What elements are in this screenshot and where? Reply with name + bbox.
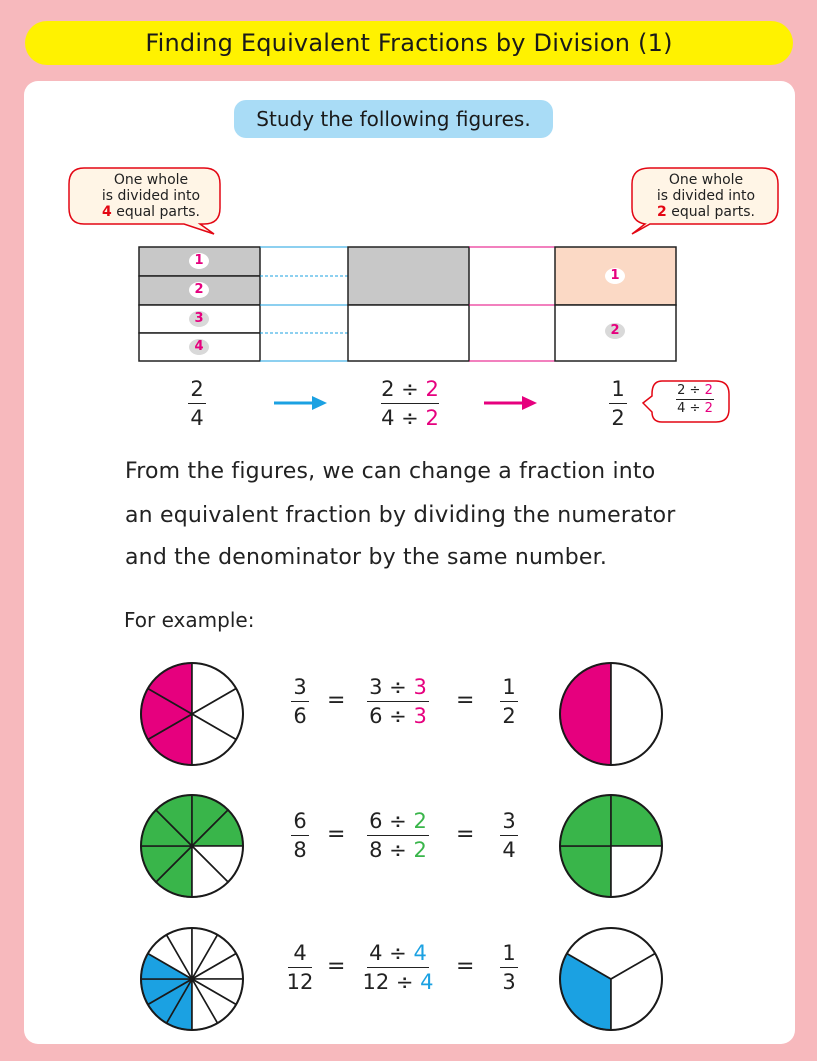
denominator-divisor: 2 xyxy=(425,406,439,430)
numerator: 3 xyxy=(293,675,307,699)
numerator xyxy=(375,376,445,402)
right-callout-number: 2 xyxy=(657,204,667,220)
left-callout-line3 xyxy=(86,204,216,220)
denominator: 2 xyxy=(502,704,516,728)
denominator-base: 12 ÷ xyxy=(362,970,414,994)
denominator: 8 xyxy=(293,838,307,862)
right-callout-line3 xyxy=(640,204,772,220)
fig-label-half-2: 2 xyxy=(610,323,620,338)
left-callout-line1: One whole xyxy=(113,172,189,188)
right-callout-line2: is divided into xyxy=(656,188,756,204)
fraction-division-middle xyxy=(375,376,445,431)
figure-grouped xyxy=(348,247,469,361)
denominator xyxy=(375,405,445,431)
figures-diagram xyxy=(0,0,817,440)
numerator-divisor: 2 xyxy=(425,377,439,401)
note-num-base: 2 ÷ xyxy=(677,383,701,398)
right-callout-line1: One whole xyxy=(668,172,744,188)
denominator: 12 xyxy=(286,970,314,994)
right-callout-text xyxy=(640,172,772,220)
example-1-pie-result-sector-2 xyxy=(611,663,662,765)
numerator: 3 xyxy=(502,809,516,833)
denominator-base: 8 ÷ xyxy=(369,838,407,862)
instruction-pill: Study the following figures. xyxy=(234,100,553,138)
example-1-division-fraction xyxy=(362,674,434,729)
paragraph-line-2c: the numerator xyxy=(513,503,676,528)
denominator-divisor: 3 xyxy=(413,704,427,728)
denominator-base: 4 ÷ xyxy=(381,406,419,430)
paragraph-line-2 xyxy=(125,502,676,528)
figure-halves xyxy=(555,247,676,361)
left-callout-number: 4 xyxy=(102,204,112,220)
example-1-result-fraction xyxy=(494,674,524,729)
example-3-equals-1: = xyxy=(327,954,346,979)
numerator xyxy=(362,674,434,700)
note-den-divisor: 2 xyxy=(704,401,713,416)
fraction-two-fourths xyxy=(182,376,212,431)
example-2-division-fraction xyxy=(362,808,434,863)
denominator xyxy=(362,703,434,729)
fig-label-3: 3 xyxy=(194,311,204,326)
arrow-pink-icon xyxy=(484,396,537,410)
numerator xyxy=(362,940,434,966)
numerator-base: 6 ÷ xyxy=(369,809,407,833)
paragraph-line-2a: an equivalent fraction by xyxy=(125,503,407,528)
example-3-division-fraction xyxy=(362,940,434,995)
numerator-divisor: 4 xyxy=(413,941,427,965)
example-1-equals-2: = xyxy=(456,688,475,713)
example-2-result-fraction xyxy=(494,808,524,863)
example-2-equals-2: = xyxy=(456,822,475,847)
numerator-base: 3 ÷ xyxy=(369,675,407,699)
example-1-equals-1: = xyxy=(327,688,346,713)
numerator: 1 xyxy=(502,941,516,965)
denominator xyxy=(362,837,434,863)
fraction-one-half xyxy=(603,376,633,431)
numerator-divisor: 2 xyxy=(413,809,427,833)
note-num-divisor: 2 xyxy=(704,383,713,398)
denominator xyxy=(668,401,722,416)
numerator-base: 4 ÷ xyxy=(369,941,407,965)
numerator-divisor: 3 xyxy=(413,675,427,699)
denominator-divisor: 2 xyxy=(413,838,427,862)
numerator xyxy=(668,383,722,398)
numerator: 1 xyxy=(502,675,516,699)
connector-lines-right xyxy=(469,247,555,361)
left-callout-line2: is divided into xyxy=(101,188,201,204)
paragraph-line-1: From the figures, we can change a fraction into xyxy=(125,459,656,484)
emphasis-dividing: dividing xyxy=(413,502,507,528)
page-title: Finding Equivalent Fractions by Division (1) xyxy=(145,29,673,57)
denominator: 4 xyxy=(190,406,204,430)
note-den-base: 4 ÷ xyxy=(677,401,701,416)
left-callout-rest: equal parts. xyxy=(116,204,200,220)
fig-label-half-1: 1 xyxy=(610,268,620,283)
example-1-pie-result-sector-1 xyxy=(560,663,611,765)
numerator xyxy=(362,808,434,834)
connector-lines-left xyxy=(260,247,348,361)
paragraph-line-3: and the denominator by the same number. xyxy=(125,545,608,570)
numerator: 6 xyxy=(293,809,307,833)
denominator-base: 6 ÷ xyxy=(369,704,407,728)
left-callout-text xyxy=(86,172,216,220)
note-fraction xyxy=(668,383,722,416)
numerator: 1 xyxy=(611,377,625,401)
right-callout-rest: equal parts. xyxy=(671,204,755,220)
numerator: 2 xyxy=(190,377,204,401)
example-3-equals-2: = xyxy=(456,954,475,979)
arrow-blue-icon xyxy=(274,396,327,410)
denominator: 3 xyxy=(502,970,516,994)
numerator: 4 xyxy=(293,941,307,965)
denominator-divisor: 4 xyxy=(420,970,434,994)
denominator xyxy=(362,969,434,995)
numerator-base: 2 ÷ xyxy=(381,377,419,401)
example-1-start-fraction xyxy=(283,674,317,729)
fig-label-1: 1 xyxy=(194,253,204,268)
denominator: 6 xyxy=(293,704,307,728)
denominator: 4 xyxy=(502,838,516,862)
example-label: For example: xyxy=(124,608,255,632)
fig-label-2: 2 xyxy=(194,282,204,297)
example-2-equals-1: = xyxy=(327,822,346,847)
example-2-start-fraction xyxy=(283,808,317,863)
denominator: 2 xyxy=(611,406,625,430)
example-3-result-fraction xyxy=(494,940,524,995)
fig-label-4: 4 xyxy=(194,339,204,354)
example-3-start-fraction xyxy=(283,940,317,995)
